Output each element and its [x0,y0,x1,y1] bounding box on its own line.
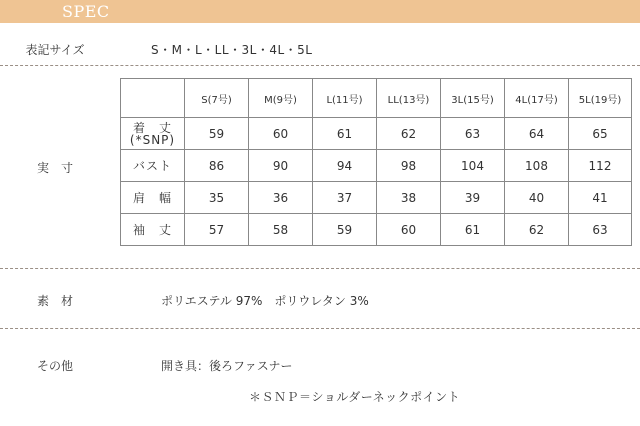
divider [0,328,640,329]
table-cell: 59 [185,118,249,150]
measurements-label: 実 寸 [36,161,73,175]
closure-note: 開き具：後ろファスナー [161,359,293,373]
table-cell: 37 [313,182,377,214]
table-cell: 62 [505,214,569,246]
table-cell: 61 [441,214,505,246]
row-header: 着 丈 (*SNP) [121,118,185,150]
table-cell: 39 [441,182,505,214]
snp-note: ＊ＳＮＰ＝ショルダーネックポイント [249,390,461,404]
table-cell: 41 [569,182,632,214]
table-corner-cell [121,79,185,118]
table-cell: 62 [377,118,441,150]
column-header: 5L(19号) [569,79,632,118]
column-header: S(7号) [185,79,249,118]
column-header: M(9号) [249,79,313,118]
table-cell: 64 [505,118,569,150]
table-cell: 98 [377,150,441,182]
table-cell: 65 [569,118,632,150]
column-header: 4L(17号) [505,79,569,118]
column-header: 3L(15号) [441,79,505,118]
sizes-value: S・M・L・LL・3L・4L・5L [151,43,313,57]
table-cell: 61 [313,118,377,150]
row-header: 肩 幅 [121,182,185,214]
table-cell: 57 [185,214,249,246]
column-header: LL(13号) [377,79,441,118]
table-row [121,150,632,182]
table-cell: 60 [377,214,441,246]
table-cell: 40 [505,182,569,214]
table-cell: 58 [249,214,313,246]
material-label: 素 材 [36,294,73,308]
table-row [121,214,632,246]
table-cell: 60 [249,118,313,150]
table-row [121,182,632,214]
row-header: 袖 丈 [121,214,185,246]
table-cell: 38 [377,182,441,214]
other-label: その他 [36,359,73,373]
table-cell: 94 [313,150,377,182]
table-cell: 86 [185,150,249,182]
table-cell: 59 [313,214,377,246]
table-cell: 63 [441,118,505,150]
table-cell: 112 [569,150,632,182]
divider [0,65,640,66]
table-cell: 90 [249,150,313,182]
spec-header-bar [0,0,640,23]
table-cell: 104 [441,150,505,182]
divider [0,268,640,269]
material-value: ポリエステル 97% ポリウレタン 3% [161,294,369,308]
table-cell: 63 [569,214,632,246]
table-header-row [121,79,632,118]
measurement-table [120,78,632,246]
table-cell: 36 [249,182,313,214]
spec-title: SPEC [62,2,110,21]
table-cell: 108 [505,150,569,182]
row-header: バスト [121,150,185,182]
table-cell: 35 [185,182,249,214]
sizes-label: 表記サイズ [25,43,85,57]
column-header: L(11号) [313,79,377,118]
table-row [121,118,632,150]
